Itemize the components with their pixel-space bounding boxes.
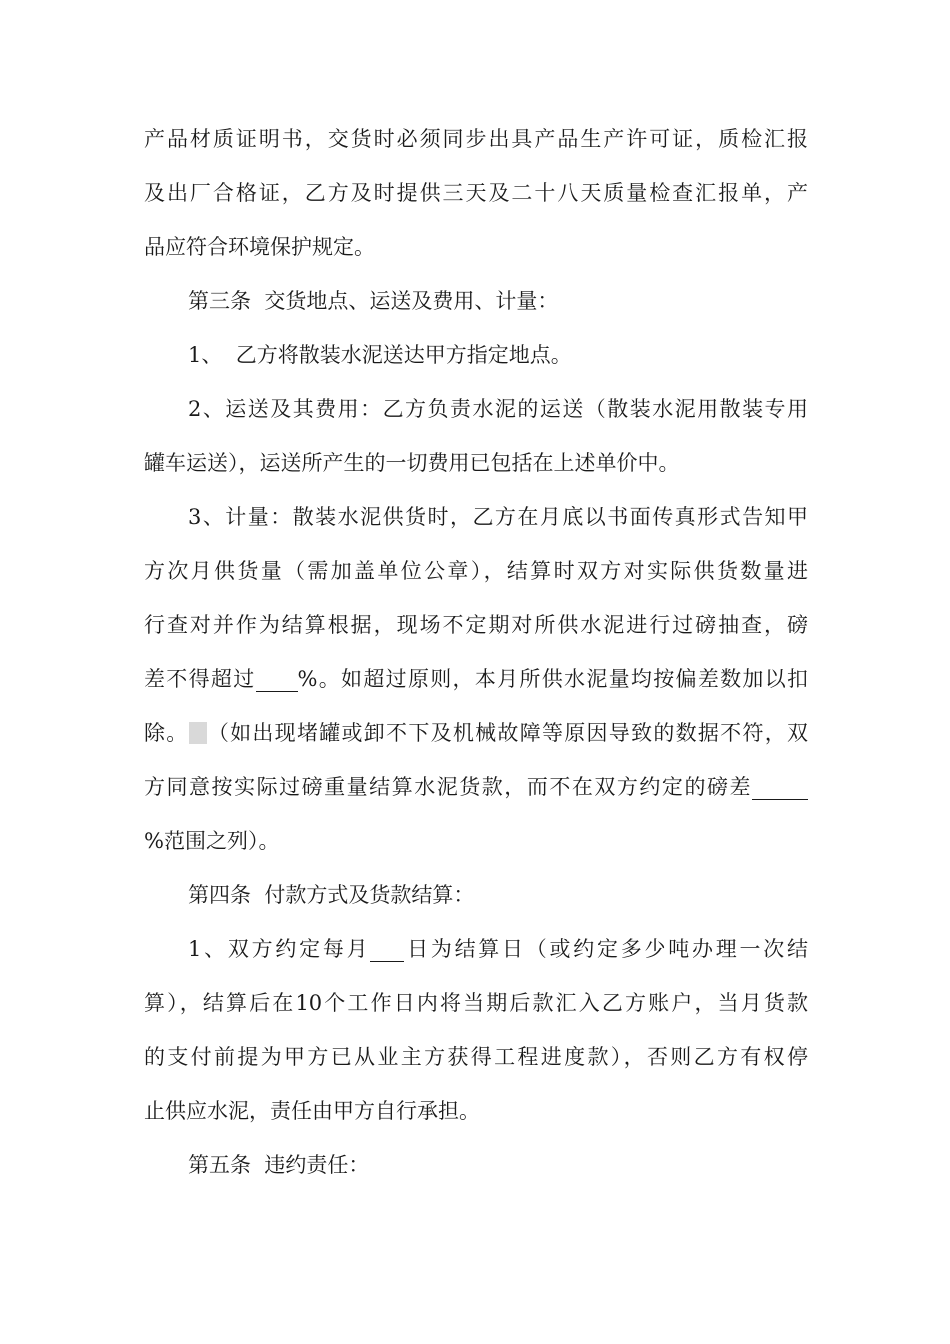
article-3-item-3-line-6 xyxy=(144,760,808,814)
exception-text: （如出现堵罐或卸不下及机械故障等原因导致的数据不符，双 xyxy=(206,721,809,745)
exception-text-2: 方同意按实际过磅重量结算水泥货款，而不在双方约定的磅差 xyxy=(144,775,752,799)
article-3-item-3-line-2: 方次月供货量（需加盖单位公章），结算时双方对实际供货数量进 xyxy=(144,559,808,583)
highlight-mark xyxy=(189,722,207,744)
article-3-item-2-line-1: 2、运送及其费用：乙方负责水泥的运送（散装水泥用散装专用 xyxy=(188,397,808,421)
article-4-item-1-line-2: 算），结算后在10个工作日内将当期后款汇入乙方账户，当月货款 xyxy=(144,991,808,1015)
article-3-heading-text: 第三条 交货地点、运送及费用、计量： xyxy=(188,289,559,313)
article-3-heading xyxy=(144,274,808,328)
article-3-item-2-line-2: 罐车运送），运送所产生的一切费用已包括在上述单价中。 xyxy=(144,451,680,475)
article-3-item-3-line-4 xyxy=(144,652,808,706)
tolerance-text-after: %。如超过原则，本月所供水泥量均按偏差数加以扣 xyxy=(297,667,809,691)
tolerance-text-before: 差不得超过 xyxy=(144,667,256,691)
article-4-item-1-line-1 xyxy=(144,922,808,976)
contract-body-text xyxy=(144,112,808,1192)
paragraph-line-3: 品应符合环境保护规定。 xyxy=(144,235,375,259)
tolerance-blank xyxy=(256,671,298,692)
settlement-day-blank xyxy=(370,941,404,962)
article-3-item-3-line-1: 3、计量：散装水泥供货时，乙方在月底以书面传真形式告知甲 xyxy=(188,505,808,529)
article-3-item-3-line-7: %范围之列）。 xyxy=(144,829,280,853)
article-3-item-3-line-5 xyxy=(144,706,808,760)
article-3-item-1-text: 1、 乙方将散装水泥送达甲方指定地点。 xyxy=(188,343,572,367)
article-4-item-1-line-4: 止供应水泥，责任由甲方自行承担。 xyxy=(144,1099,480,1123)
article-4-heading-text: 第四条 付款方式及货款结算： xyxy=(188,883,475,907)
article-4-heading xyxy=(144,868,808,922)
article-3-item-3-line-3: 行查对并作为结算根据，现场不定期对所供水泥进行过磅抽查，磅 xyxy=(144,613,808,637)
article-5-heading xyxy=(144,1138,808,1192)
range-blank xyxy=(752,779,808,800)
deduction-text: 除。 xyxy=(144,721,189,745)
paragraph-line-1: 产品材质证明书，交货时必须同步出具产品生产许可证，质检汇报 xyxy=(144,127,808,151)
settlement-text-before: 1、双方约定每月 xyxy=(188,937,371,961)
settlement-text-after: 日为结算日（或约定多少吨办理一次结 xyxy=(404,937,808,961)
article-5-heading-text: 第五条 违约责任： xyxy=(188,1153,370,1177)
paragraph-line-2: 及出厂合格证，乙方及时提供三天及二十八天质量检查汇报单，产 xyxy=(144,181,808,205)
article-3-item-1 xyxy=(144,328,808,382)
article-4-item-1-line-3: 的支付前提为甲方已从业主方获得工程进度款），否则乙方有权停 xyxy=(144,1045,808,1069)
